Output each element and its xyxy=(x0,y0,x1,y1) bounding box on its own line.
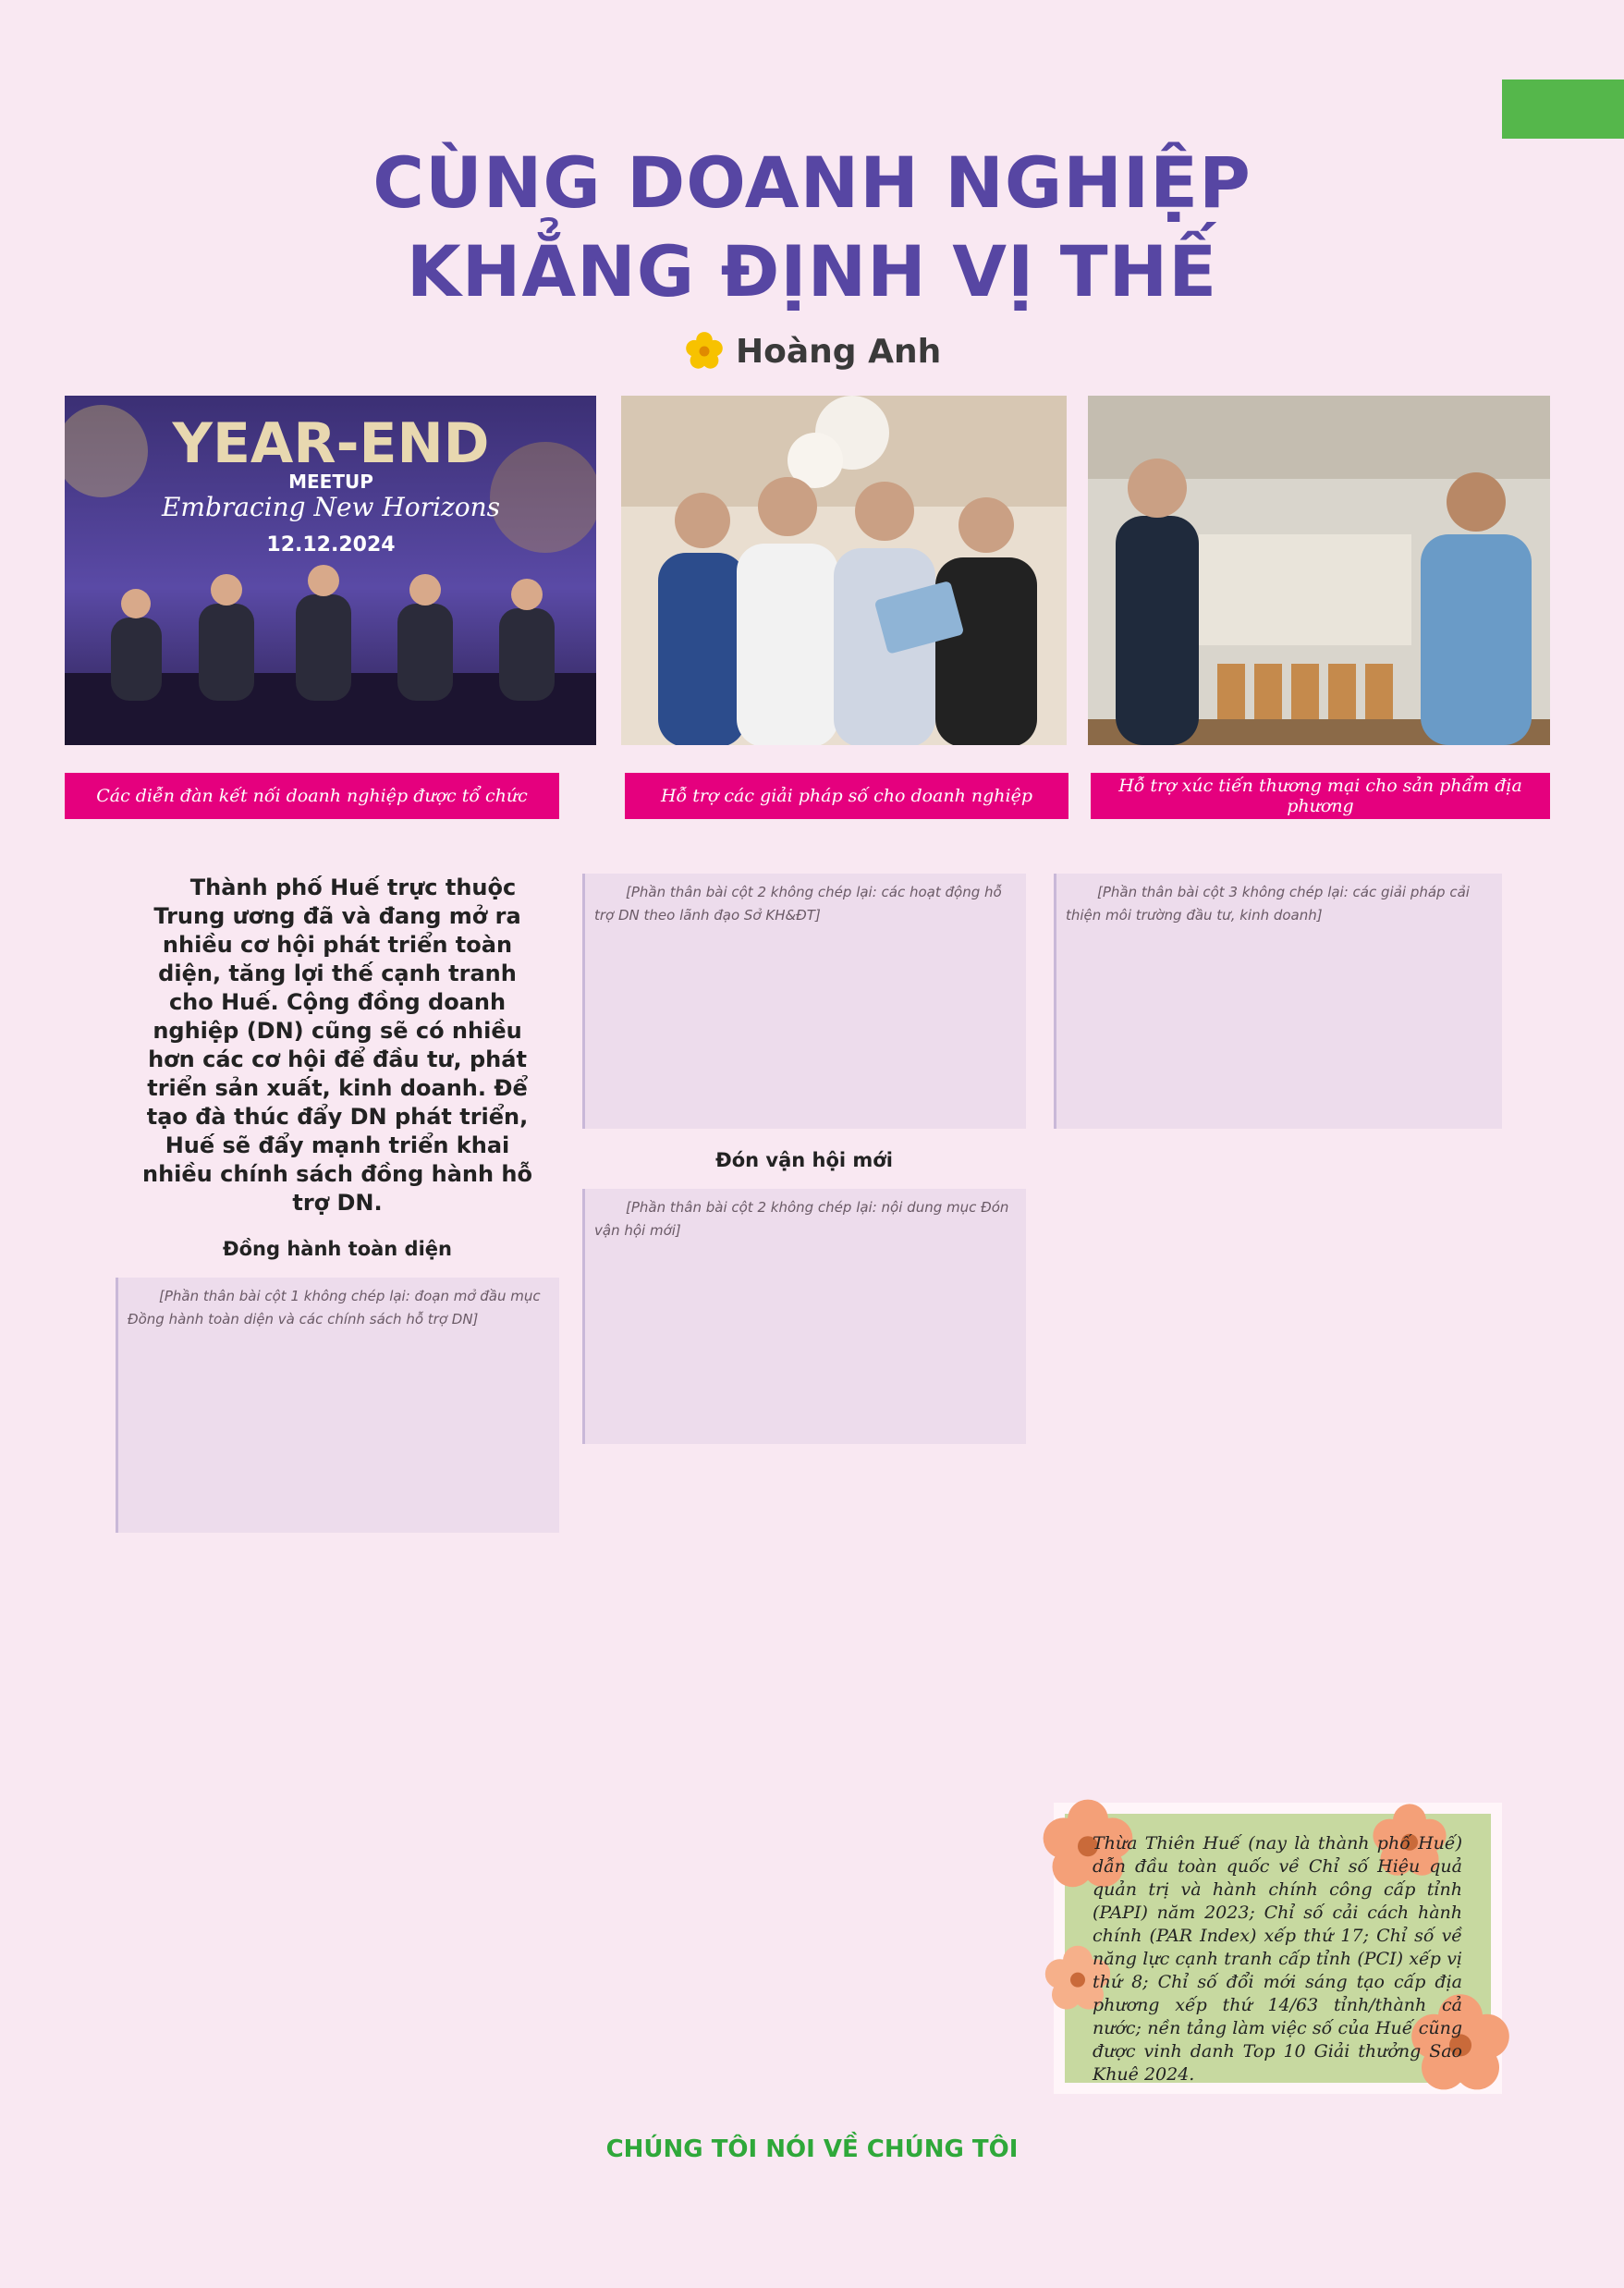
photo-forum xyxy=(65,396,596,745)
page-title xyxy=(0,139,1624,316)
article-lead: Thành phố Huế trực thuộc Trung ương đã và đang mở ra nhiều cơ hội phát triển toàn diện, tăng lợi thế cạnh tranh cho Huế. Cộng đồng doanh nghiệp (DN) cũng sẽ có nhiều hơn các cơ hội để đầu tư, phát triển sản xuất, kinh doanh. Để tạo đà thúc đẩy DN phát triển, Huế sẽ đẩy mạnh triển khai nhiều chính sách đồng hành hỗ trợ DN. xyxy=(141,875,532,1216)
section-heading-2: Đón vận hội mới xyxy=(715,1149,893,1171)
omitted-body-col1: [Phần thân bài cột 1 không chép lại: đoạn mở đầu mục Đồng hành toàn diện và các chính sách hỗ trợ DN] xyxy=(116,1278,559,1533)
article-column-2 xyxy=(582,874,1026,1464)
section-tab xyxy=(1502,80,1624,139)
photo-caption-2: Hỗ trợ các giải pháp số cho doanh nghiệp xyxy=(625,773,1068,819)
photo-digital-solutions xyxy=(621,396,1067,745)
byline xyxy=(684,328,941,374)
article-column-1 xyxy=(116,874,559,1553)
photo-caption-3: Hỗ trợ xúc tiến thương mại cho sản phẩm địa phương xyxy=(1091,773,1550,819)
omitted-body-col2-bottom: [Phần thân bài cột 2 không chép lại: nội dung mục Đón vận hội mới] xyxy=(582,1189,1026,1444)
author-name: Hoàng Anh xyxy=(736,332,942,371)
section-heading-1: Đồng hành toàn diện xyxy=(223,1238,452,1260)
banner-date: 12.12.2024 xyxy=(266,533,396,557)
photo-trade-promotion xyxy=(1088,396,1550,745)
omitted-body-col3: [Phần thân bài cột 3 không chép lại: các giải pháp cải thiện môi trường đầu tư, kinh doanh] xyxy=(1054,874,1502,1129)
article-column-3 xyxy=(1054,874,1502,1149)
section-footer: CHÚNG TÔI NÓI VỀ CHÚNG TÔI xyxy=(605,2135,1019,2163)
banner-subtitle: MEETUP xyxy=(288,471,373,493)
photo-caption-1: Các diễn đàn kết nối doanh nghiệp được tổ chức xyxy=(65,773,559,819)
omitted-body-col2-top: [Phần thân bài cột 2 không chép lại: các hoạt động hỗ trợ DN theo lãnh đạo Sở KH&ĐT] xyxy=(582,874,1026,1129)
banner-title: YEAR-END xyxy=(172,411,490,476)
info-box-text: Thừa Thiên Huế (nay là thành phố Huế) dẫn đầu toàn quốc về Chỉ số Hiệu quả quản trị và hành chính công cấp tỉnh (PAPI) năm 2023; Chỉ số cải cách hành chính (PAR Index) xếp thứ 17; Chỉ số về năng lực cạnh tranh cấp tỉnh (PCI) xếp vị thứ 8; Chỉ số đổi mới sáng tạo cấp địa phương xếp thứ 14/63 tỉnh/thành cả nước; nền tảng làm việc số của Huế cũng được vinh danh Top 10 Giải thưởng Sao Khuê 2024. xyxy=(1093,1833,1462,2085)
title-line-1: CÙNG DOANH NGHIỆP xyxy=(372,141,1252,224)
flower-icon xyxy=(684,331,725,372)
title-line-2: KHẲNG ĐỊNH VỊ THẾ xyxy=(406,230,1218,312)
info-box xyxy=(1054,1803,1502,2094)
banner-tagline: Embracing New Horizons xyxy=(161,492,501,522)
